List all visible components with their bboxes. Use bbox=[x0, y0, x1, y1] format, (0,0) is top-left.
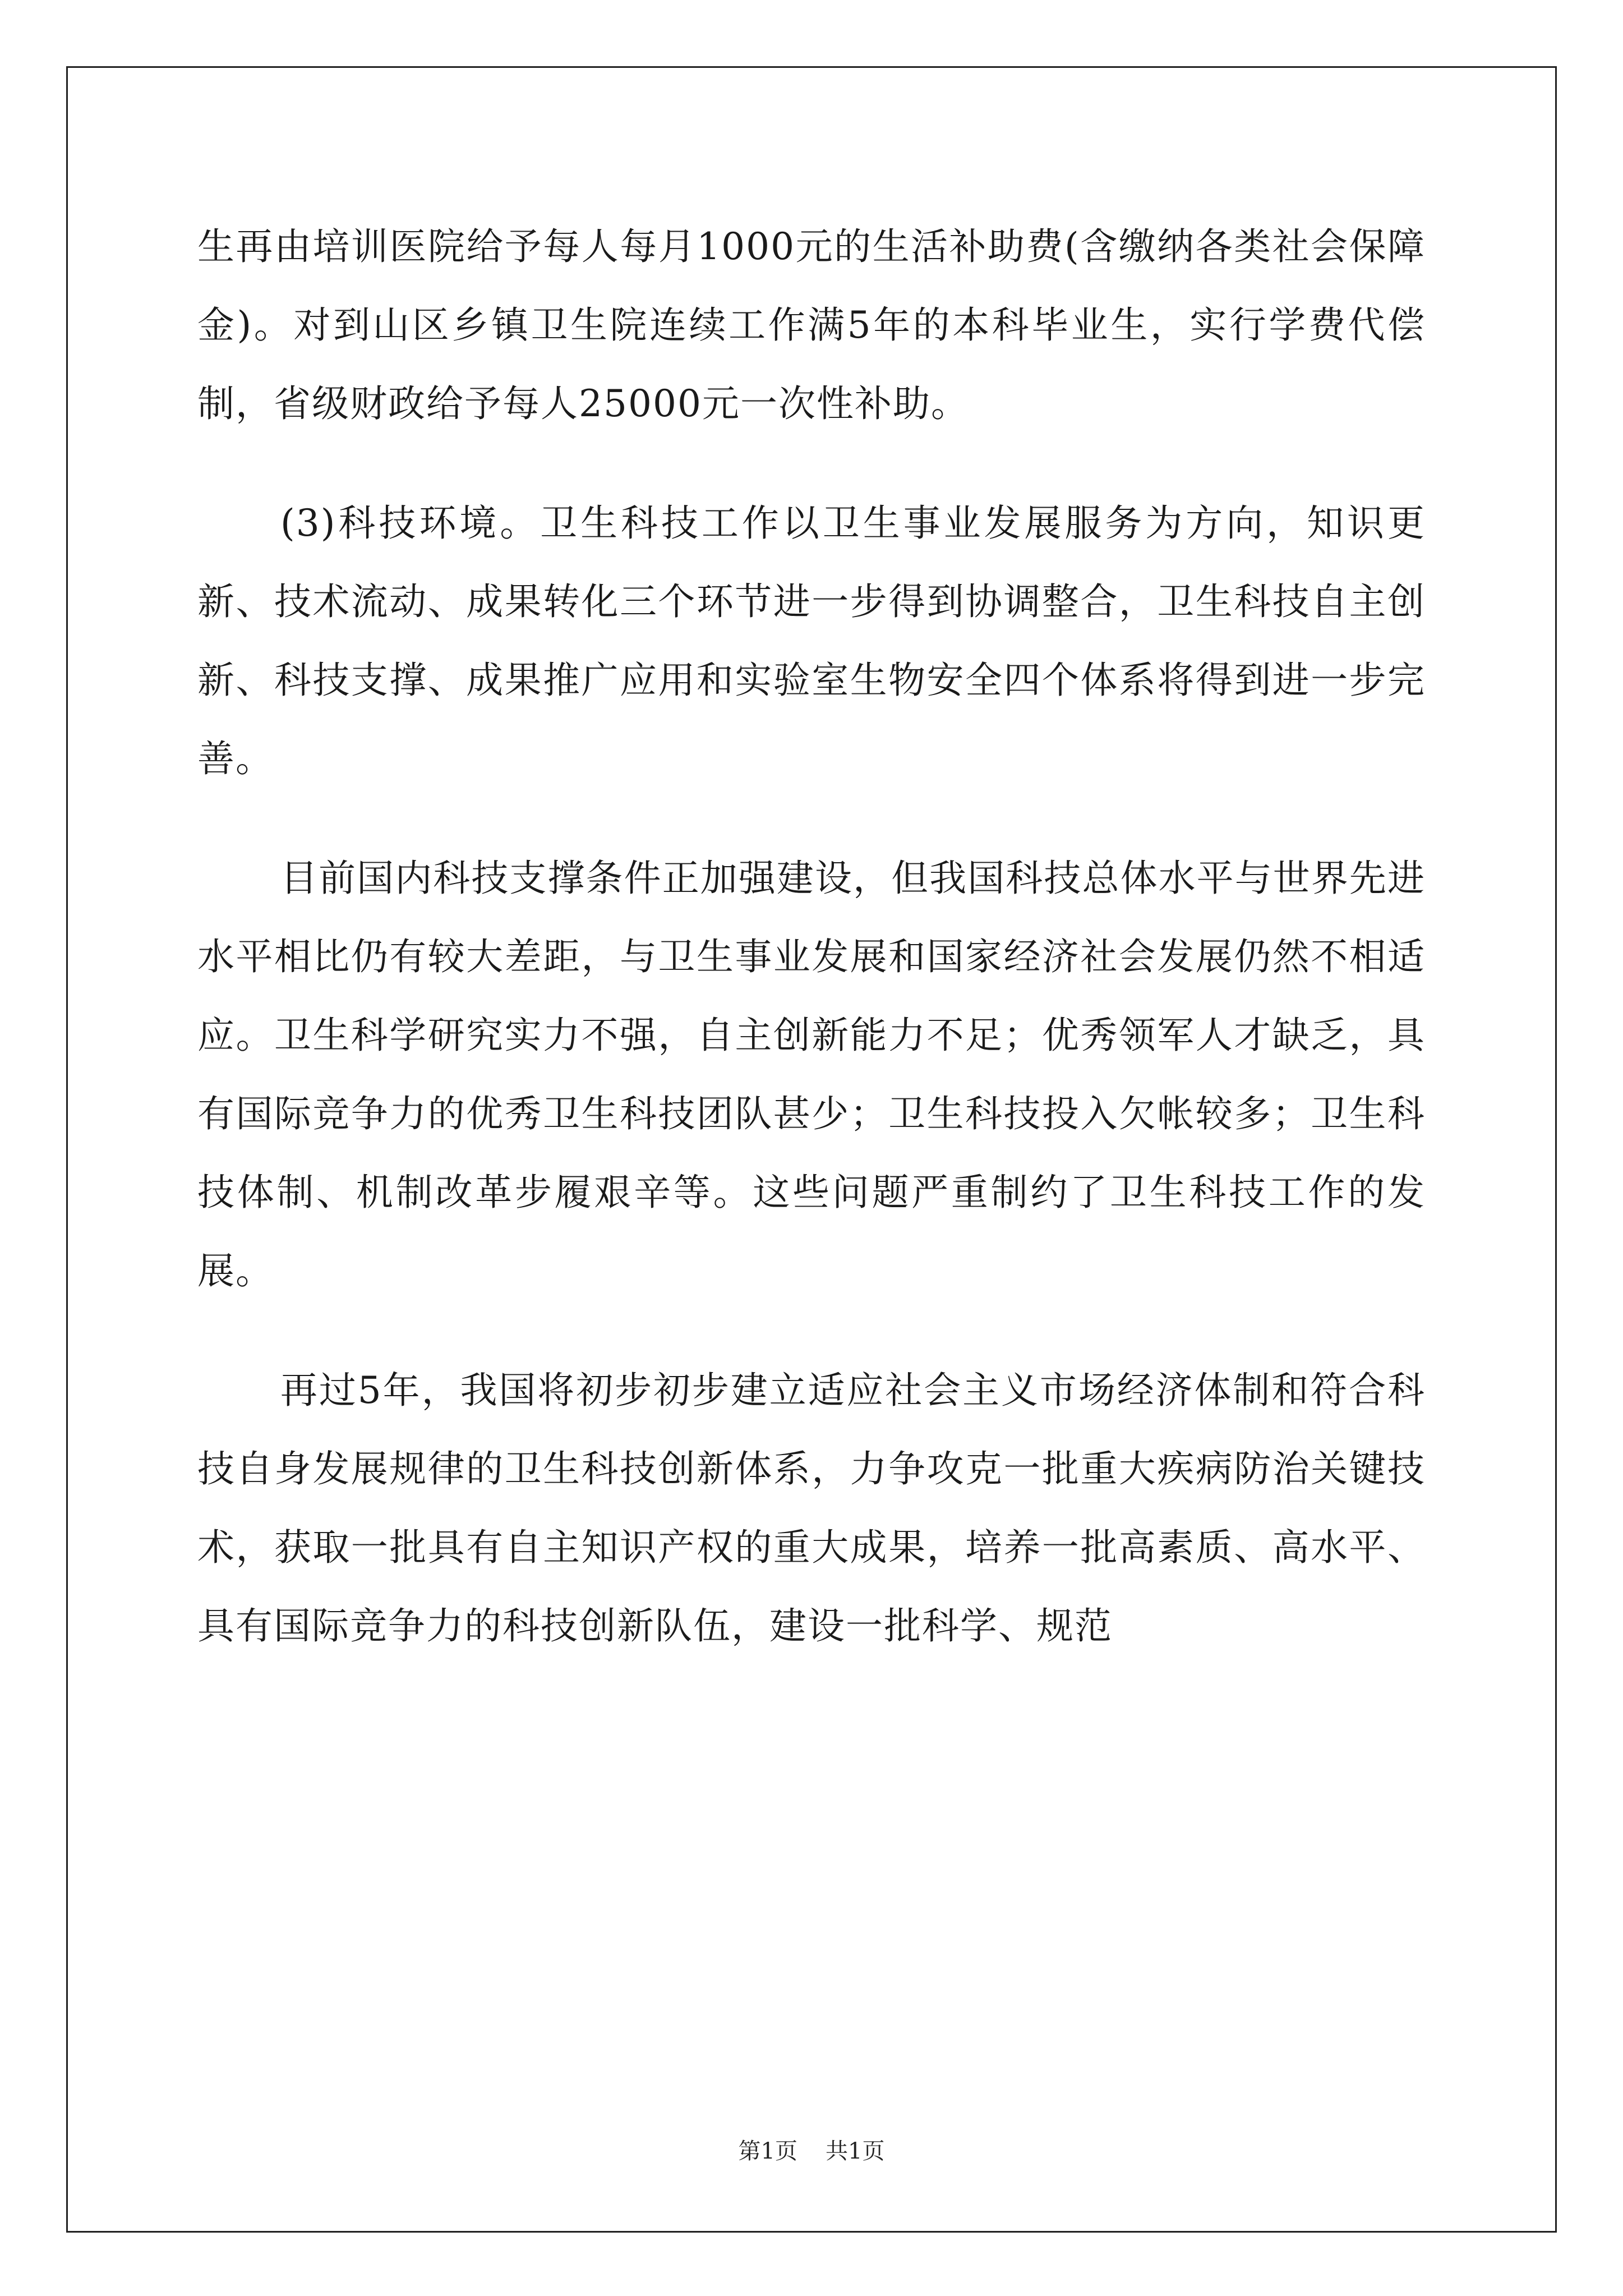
page-total: 共1页 bbox=[826, 2138, 885, 2164]
paragraph: 生再由培训医院给予每人每月1000元的生活补助费(含缴纳各类社会保障金)。对到山区乡镇卫生院连续工作满5年的本科毕业生，实行学费代偿制，省级财政给予每人25000元一次性补助。 bbox=[197, 225, 1426, 425]
page-number: 第1页 bbox=[738, 2138, 797, 2164]
paragraph: 目前国内科技支撑条件正加强建设，但我国科技总体水平与世界先进水平相比仍有较大差距，与卫生事业发展和国家经济社会发展仍然不相适应。卫生科学研究实力不强，自主创新能力不足；优秀领军人才缺乏，具有国际竞争力的优秀卫生科技团队甚少；卫生科技投入欠帐较多；卫生科技体制、机制改革步履艰辛等。这些问题严重制约了卫生科技工作的发展。 bbox=[197, 857, 1426, 1292]
document-body bbox=[197, 208, 1426, 1706]
page-footer bbox=[0, 2137, 1623, 2165]
paragraph: (3)科技环境。卫生科技工作以卫生事业发展服务为方向，知识更新、技术流动、成果转化三个环节进一步得到协调整合，卫生科技自主创新、科技支撑、成果推广应用和实验室生物安全四个体系将得到进一步完善。 bbox=[197, 501, 1426, 780]
paragraph: 再过5年，我国将初步初步建立适应社会主义市场经济体制和符合科技自身发展规律的卫生科技创新体系，力争攻克一批重大疾病防治关键技术，获取一批具有自主知识产权的重大成果，培养一批高素质、高水平、具有国际竞争力的科技创新队伍，建设一批科学、规范 bbox=[197, 1369, 1426, 1648]
